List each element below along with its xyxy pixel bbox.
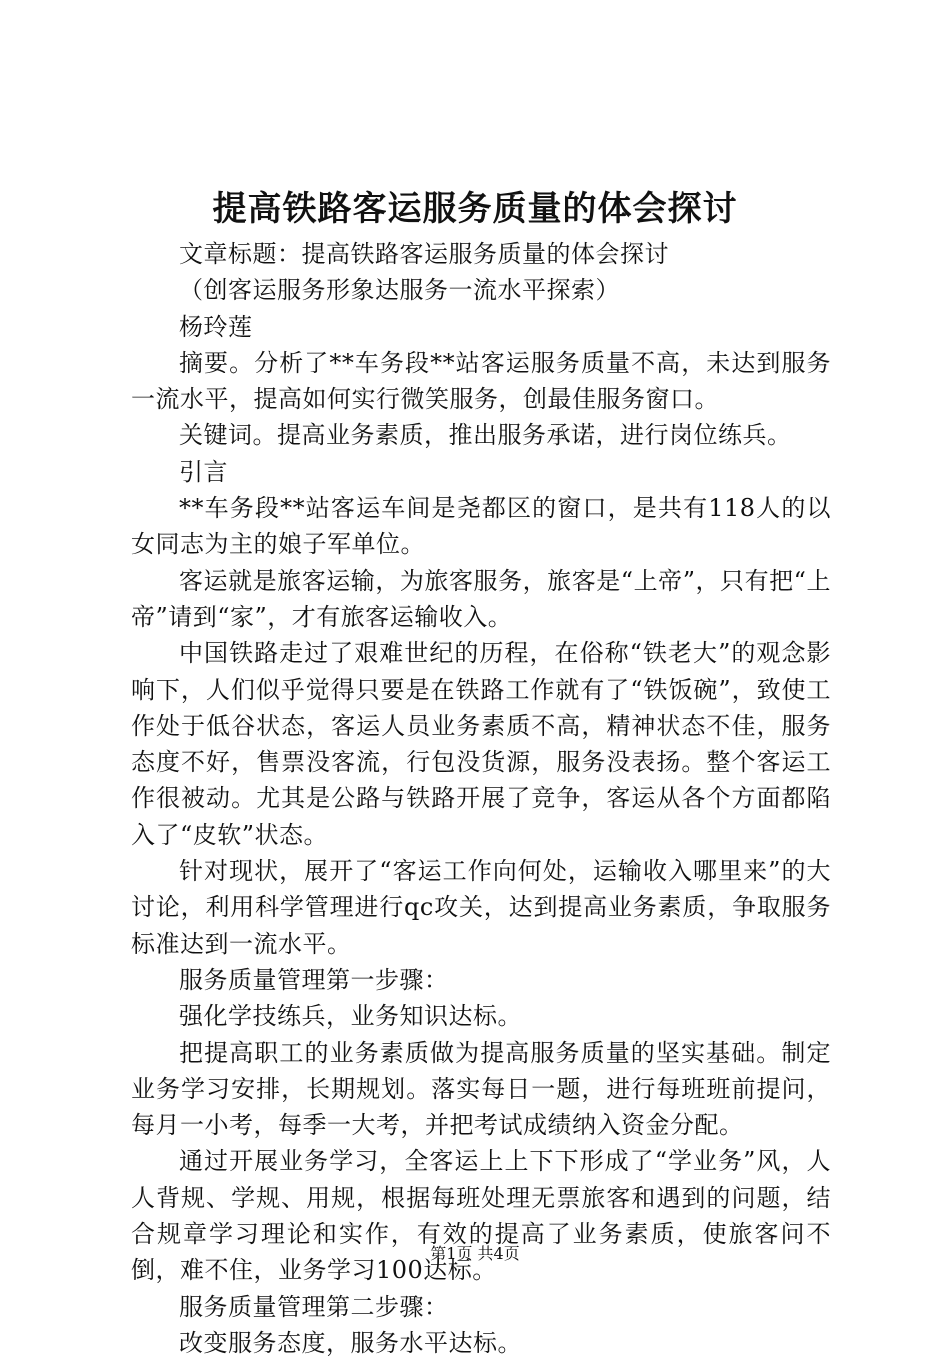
paragraph-article-title: 文章标题：提高铁路客运服务质量的体会探讨	[179, 240, 669, 268]
paragraph-abstract: 摘要。分析了**车务段**站客运服务质量不高，未达到服务一流水平，提高如何实行微笑服务，创最佳服务窗口。	[131, 348, 831, 414]
paragraph-author: 杨玲莲	[179, 312, 253, 341]
paragraph: 把提高职工的业务素质做为提高服务质量的坚实基础。制定业务学习安排，长期规划。落实每日一题，进行每班班前提问，每月一小考，每季一大考，并把考试成绩纳入资金分配。	[131, 1038, 831, 1140]
paragraph-step-heading: 服务质量管理第二步骤：	[179, 1292, 449, 1321]
paragraph-step-heading: 服务质量管理第一步骤：	[179, 965, 449, 994]
paragraph: 改变服务态度，服务水平达标。	[179, 1328, 522, 1357]
document-title: 提高铁路客运服务质量的体会探讨	[212, 189, 738, 229]
paragraph-subtitle: （创客运服务形象达服务一流水平探索）	[179, 276, 620, 305]
paragraph-keywords: 关键词。提高业务素质，推出服务承诺，进行岗位练兵。	[179, 421, 792, 450]
paragraph-introduction-heading: 引言	[179, 457, 228, 486]
paragraph: 强化学技练兵，业务知识达标。	[179, 1002, 522, 1031]
paragraph: 客运就是旅客运输，为旅客服务，旅客是“上帝”，只有把“上帝”请到“家”，才有旅客运输收入。	[131, 566, 831, 631]
paragraph: 中国铁路走过了艰难世纪的历程，在俗称“铁老大”的观念影响下，人们似乎觉得只要是在铁路工作就有了“铁饭碗”，致使工作处于低谷状态，客运人员业务素质不高，精神状态不佳，服务态度不好，售票没客流，行包没货源，服务没表扬。整个客运工作很被动。尤其是公路与铁路开展了竞争，客运从各个方面都陷入了“皮软”状态。	[131, 639, 831, 849]
document-body	[131, 236, 831, 1361]
paragraph: 针对现状，展开了“客运工作向何处，运输收入哪里来”的大讨论，利用科学管理进行qc攻关，达到提高业务素质，争取服务标准达到一流水平。	[131, 857, 831, 958]
paragraph: 通过开展业务学习，全客运上上下下形成了“学业务”风，人人背规、学规、用规，根据每班处理无票旅客和遇到的问题，结合规章学习理论和实作，有效的提高了业务素质，使旅客问不倒，难不住，业务学习100达标。	[131, 1147, 831, 1285]
page-number-footer: 第1页 共4页	[430, 1244, 520, 1263]
paragraph: **车务段**站客运车间是尧都区的窗口，是共有118人的以女同志为主的娘子军单位。	[131, 494, 831, 559]
